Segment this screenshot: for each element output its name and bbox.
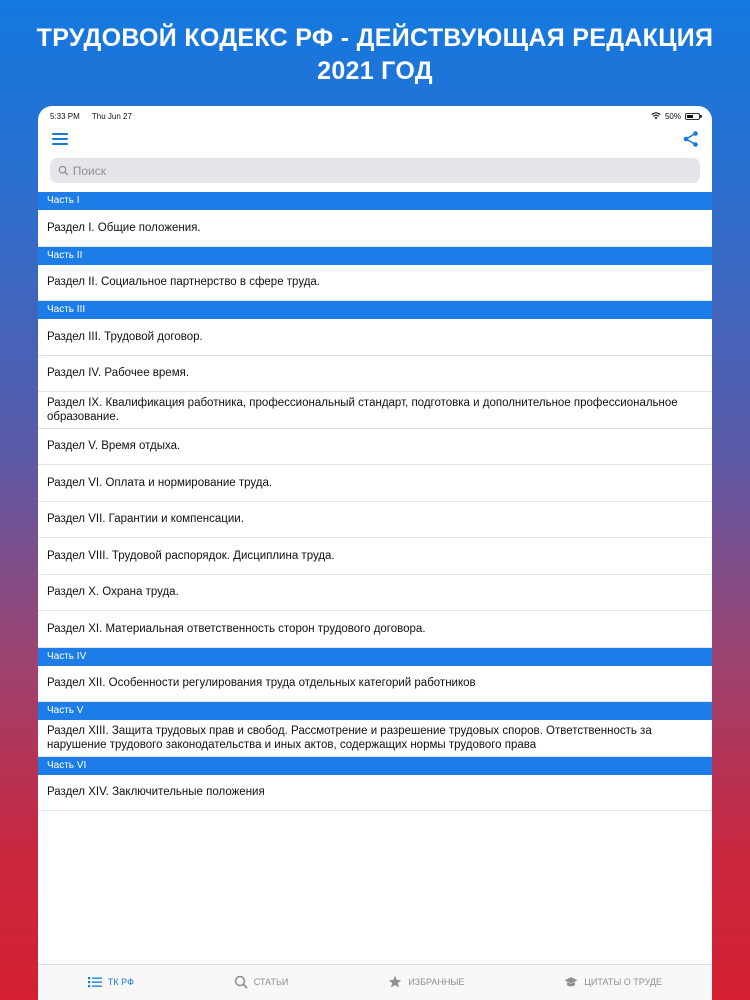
tab-articles[interactable] bbox=[234, 975, 289, 989]
section-header: Часть VI bbox=[38, 757, 712, 775]
tab-label: СТАТЬИ bbox=[253, 977, 289, 987]
tab-tk-rf[interactable] bbox=[88, 975, 134, 989]
tab-quotes[interactable] bbox=[564, 975, 662, 989]
nav-bar bbox=[38, 126, 712, 154]
star-icon bbox=[388, 975, 402, 989]
list-item[interactable]: Раздел XI. Материальная ответственность сторон трудового договора. bbox=[38, 611, 712, 648]
promo-title-line1: ТРУДОВОЙ КОДЕКС РФ - ДЕЙСТВУЮЩАЯ РЕДАКЦИЯ bbox=[36, 24, 714, 52]
search-input[interactable] bbox=[73, 164, 700, 178]
status-time: 5:33 PM bbox=[50, 111, 80, 121]
list-item[interactable]: Раздел I. Общие положения. bbox=[38, 210, 712, 247]
menu-button[interactable] bbox=[52, 133, 68, 147]
status-date: Thu Jun 27 bbox=[91, 111, 132, 121]
status-bar bbox=[38, 106, 712, 126]
section-header: Часть II bbox=[38, 247, 712, 265]
list-item[interactable]: Раздел IX. Квалификация работника, профессиональный стандарт, подготовка и дополнительное профессиональное образование. bbox=[38, 392, 712, 429]
list-item[interactable]: Раздел VIII. Трудовой распорядок. Дисциплина труда. bbox=[38, 538, 712, 575]
status-right bbox=[651, 112, 700, 121]
search-bar[interactable] bbox=[50, 158, 700, 183]
list-item[interactable]: Раздел X. Охрана труда. bbox=[38, 575, 712, 612]
list-item[interactable]: Раздел XIV. Заключительные положения bbox=[38, 775, 712, 812]
promo-title-line2: 2021 ГОД bbox=[317, 57, 433, 85]
tab-label: ЦИТАТЫ О ТРУДЕ bbox=[584, 977, 663, 987]
list-item[interactable]: Раздел XII. Особенности регулирования труда отдельных категорий работников bbox=[38, 666, 712, 703]
battery-icon bbox=[685, 113, 700, 120]
list-item[interactable]: Раздел IV. Рабочее время. bbox=[38, 356, 712, 393]
tab-bar bbox=[38, 964, 712, 1000]
list-item[interactable]: Раздел III. Трудовой договор. bbox=[38, 319, 712, 356]
device-screen bbox=[38, 106, 712, 1000]
section-header: Часть III bbox=[38, 301, 712, 319]
promo-title bbox=[0, 22, 750, 88]
section-header: Часть I bbox=[38, 192, 712, 210]
list-item[interactable]: Раздел II. Социальное партнерство в сфере труда. bbox=[38, 265, 712, 302]
tab-favorites[interactable] bbox=[388, 975, 464, 989]
graduation-cap-icon bbox=[564, 975, 578, 989]
hamburger-icon-line bbox=[52, 143, 68, 145]
list-item[interactable]: Раздел XIII. Защита трудовых прав и свобод. Рассмотрение и разрешение трудовых споров. Ответственность за нарушение трудового законодательства и иных актов, содержащих нормы трудового права bbox=[38, 720, 712, 757]
search-icon bbox=[234, 975, 248, 989]
list-item[interactable]: Раздел VI. Оплата и нормирование труда. bbox=[38, 465, 712, 502]
section-header: Часть IV bbox=[38, 648, 712, 666]
tab-label: ТК РФ bbox=[107, 977, 134, 987]
list-item[interactable]: Раздел VII. Гарантии и компенсации. bbox=[38, 502, 712, 539]
section-header: Часть V bbox=[38, 702, 712, 720]
share-icon[interactable] bbox=[682, 130, 700, 148]
hamburger-icon-line bbox=[52, 138, 68, 140]
tab-label: ИЗБРАННЫЕ bbox=[408, 977, 465, 987]
wifi-icon bbox=[651, 112, 661, 120]
status-left bbox=[50, 112, 142, 121]
search-icon bbox=[58, 165, 69, 176]
list-item[interactable]: Раздел V. Время отдыха. bbox=[38, 429, 712, 466]
battery-percent: 50% bbox=[664, 111, 681, 121]
sections-list bbox=[38, 192, 712, 811]
hamburger-icon-line bbox=[52, 133, 68, 135]
list-icon bbox=[88, 975, 102, 989]
